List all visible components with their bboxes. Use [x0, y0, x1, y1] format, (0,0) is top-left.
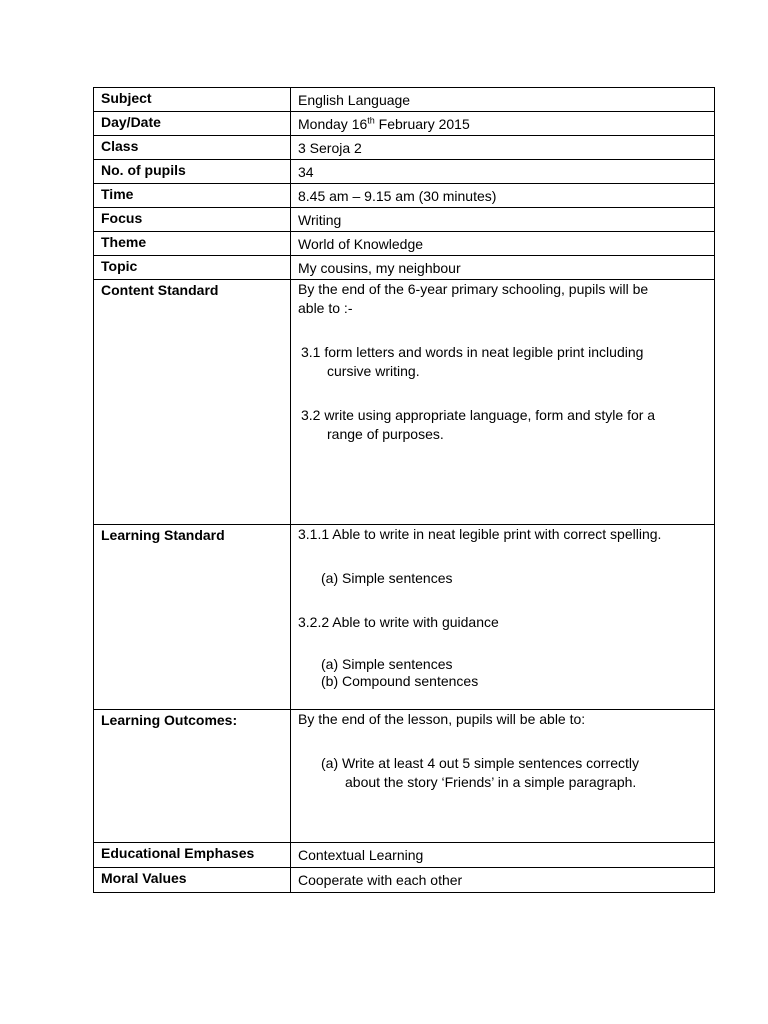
table-row — [94, 88, 715, 112]
date-text-rest: February 2015 — [374, 116, 470, 132]
learning-standard-item: 3.2.2 Able to write with guidance — [298, 614, 499, 630]
table-row — [94, 280, 715, 525]
row-label-theme: Theme — [94, 232, 291, 256]
content-standard-item-cont: cursive writing. — [327, 363, 420, 379]
row-label-class: Class — [94, 136, 291, 160]
table-row — [94, 208, 715, 232]
content-standard-item: 3.1 form letters and words in neat legible print including — [301, 344, 644, 360]
row-label-learning-outcomes: Learning Outcomes: — [94, 710, 291, 843]
learning-standard-subitem: (b) Compound sentences — [321, 673, 479, 689]
row-label-content-standard: Content Standard — [94, 280, 291, 525]
row-label-learning-standard: Learning Standard — [94, 525, 291, 710]
content-standard-intro-cont: able to :- — [298, 300, 353, 316]
row-label-topic: Topic — [94, 256, 291, 280]
table-row — [94, 710, 715, 843]
learning-standard-subitem: (a) Simple sentences — [321, 656, 453, 672]
table-row — [94, 184, 715, 208]
row-value-content-standard — [291, 280, 715, 525]
content-standard-item: 3.2 write using appropriate language, form and style for a — [301, 407, 656, 423]
row-value-learning-standard — [291, 525, 715, 710]
date-ordinal: th — [367, 115, 375, 126]
row-value-theme: World of Knowledge — [291, 232, 715, 256]
content-standard-intro: By the end of the 6-year primary schooling, pupils will be — [298, 281, 649, 297]
row-value-learning-outcomes — [291, 710, 715, 843]
date-text: Monday 16 — [298, 116, 368, 132]
row-value-topic: My cousins, my neighbour — [291, 256, 715, 280]
row-label-focus: Focus — [94, 208, 291, 232]
table-row — [94, 525, 715, 710]
table-row — [94, 112, 715, 136]
learning-outcomes-item-cont: about the story ‘Friends’ in a simple paragraph. — [345, 774, 637, 790]
row-value-daydate — [291, 112, 715, 136]
row-label-daydate: Day/Date — [94, 112, 291, 136]
row-label-pupils: No. of pupils — [94, 160, 291, 184]
table-row — [94, 136, 715, 160]
table-row — [94, 232, 715, 256]
row-label-time: Time — [94, 184, 291, 208]
row-value-focus: Writing — [291, 208, 715, 232]
lesson-plan-table — [93, 87, 715, 893]
row-label-educational-emphases: Educational Emphases — [94, 843, 291, 868]
learning-standard-item: 3.1.1 Able to write in neat legible print with correct spelling. — [298, 526, 662, 542]
row-value-educational-emphases: Contextual Learning — [291, 843, 715, 868]
row-value-class: 3 Seroja 2 — [291, 136, 715, 160]
table-row — [94, 868, 715, 893]
row-label-moral-values: Moral Values — [94, 868, 291, 893]
learning-standard-subitem: (a) Simple sentences — [321, 570, 453, 586]
row-value-moral-values: Cooperate with each other — [291, 868, 715, 893]
table-row — [94, 843, 715, 868]
content-standard-item-cont: range of purposes. — [327, 426, 444, 442]
row-value-time: 8.45 am – 9.15 am (30 minutes) — [291, 184, 715, 208]
learning-outcomes-item: (a) Write at least 4 out 5 simple sentences correctly — [321, 755, 639, 771]
row-label-subject: Subject — [94, 88, 291, 112]
table-row — [94, 256, 715, 280]
row-value-subject: English Language — [291, 88, 715, 112]
row-value-pupils: 34 — [291, 160, 715, 184]
learning-outcomes-intro: By the end of the lesson, pupils will be able to: — [298, 711, 586, 727]
table-row — [94, 160, 715, 184]
